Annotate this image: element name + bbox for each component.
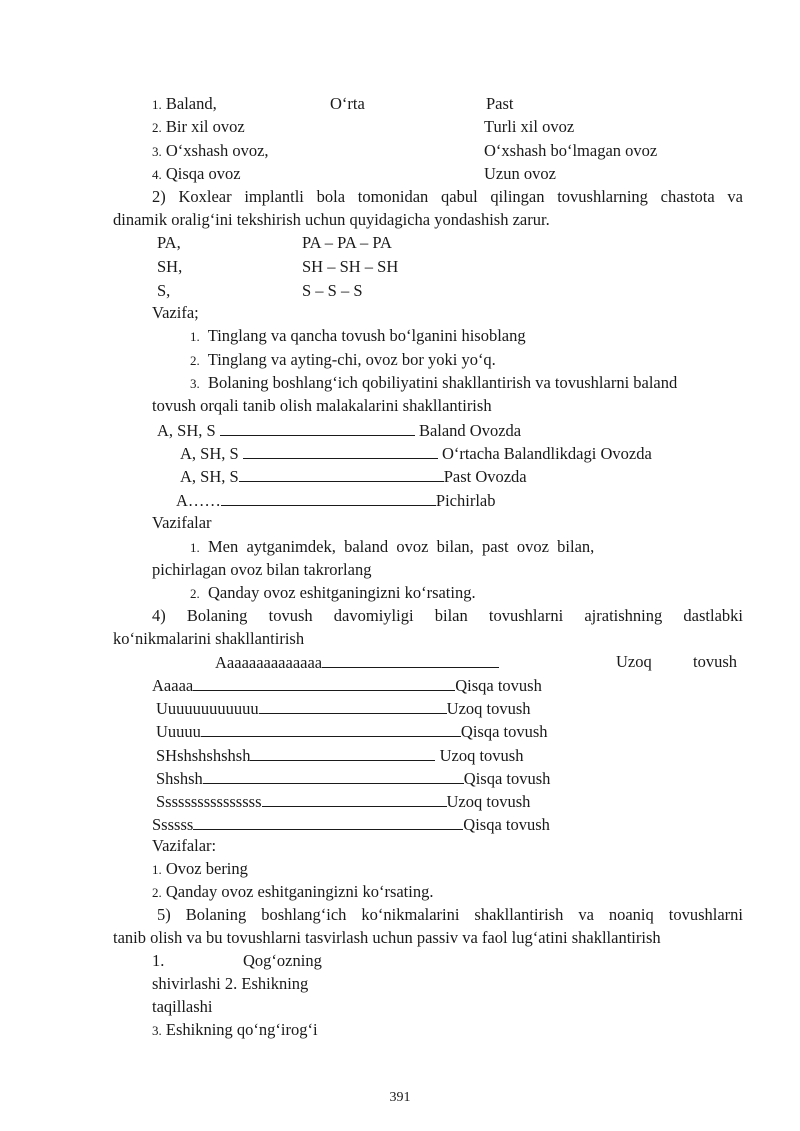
blank-line (221, 490, 436, 506)
syllable-single: SH, (157, 257, 183, 276)
list-item: 4. Qisqa ovoz (152, 164, 241, 183)
blank-line (250, 745, 435, 761)
task-item-continuation: pichirlagan ovoz bilan takrorlang (152, 560, 372, 579)
task-item: 3. Bolaning boshlang‘ich qobiliyatini shakllantirish va tovushlarni baland (190, 373, 678, 392)
section-2-paragraph-line: 2) Koxlear implantli bola tomonidan qabul qilingan tovushlarning chastota va (152, 187, 743, 206)
task-item: 2. Qanday ovoz eshitganingizni ko‘rsating. (152, 882, 434, 901)
exercise-row: Ssssss Qisqa tovush (152, 815, 550, 834)
sound-item: 3. Eshikning qo‘ng‘irog‘i (152, 1020, 318, 1039)
syllable-series: S – S – S (302, 281, 363, 300)
sound-item: shivirlashi 2. Eshikning (152, 974, 309, 993)
exercise-row: A, SH, S O‘rtacha Balandlikdagi Ovozda (180, 444, 652, 463)
section-4-paragraph-line: 4) Bolaning tovush davomiyligi bilan tovushlarni ajratishning dastlabki (152, 606, 743, 625)
list-item-right: Past (486, 94, 514, 113)
list-item-right: O‘xshash bo‘lmagan ovoz (484, 141, 658, 160)
blank-line (193, 675, 455, 691)
exercise-row-label: tovush (693, 652, 738, 671)
exercise-row: A, SH, S Baland Ovozda (157, 421, 522, 440)
sound-item-number: 1. (152, 951, 165, 970)
task-heading: Vazifalar (152, 513, 212, 532)
blank-line (239, 466, 444, 482)
page-number: 391 (389, 1090, 411, 1105)
exercise-row: Shshsh Qisqa tovush (156, 769, 551, 788)
exercise-row: Ssssssssssssssss Uzoq tovush (156, 792, 531, 811)
syllable-single: S, (157, 281, 171, 300)
task-item: 2. Tinglang va ayting-chi, ovoz bor yoki yo‘q. (190, 350, 496, 369)
blank-line (322, 652, 499, 668)
list-item: 2. Bir xil ovoz (152, 117, 245, 136)
sound-item: taqillashi (152, 997, 213, 1016)
task-item: 2. Qanday ovoz eshitganingizni ko‘rsating. (190, 583, 476, 602)
exercise-row-label: Uzoq (616, 652, 652, 671)
list-item: 3. O‘xshash ovoz, (152, 141, 269, 160)
exercise-row: A…… Pichirlab (176, 491, 496, 510)
blank-line (201, 721, 461, 737)
list-item-right: Uzun ovoz (484, 164, 556, 183)
exercise-row: Uuuuuuuuuuuu Uzoq tovush (156, 699, 531, 718)
blank-line (193, 814, 463, 830)
blank-line (262, 791, 447, 807)
task-item: 1. Ovoz bering (152, 859, 248, 878)
exercise-row: A, SH, S Past Ovozda (180, 467, 527, 486)
blank-line (203, 768, 464, 784)
task-heading: Vazifalar: (152, 836, 217, 855)
section-4-paragraph-line: ko‘nikmalarini shakllantirish (113, 629, 305, 648)
blank-line (243, 443, 438, 459)
section-5-paragraph-line: tanib olish va bu tovushlarni tasvirlash uchun passiv va faol lug‘atini shakllantirish (113, 928, 661, 947)
syllable-series: PA – PA – PA (302, 233, 392, 252)
task-item: 1. Men aytganimdek, baland ovoz bilan, past ovoz bilan, (190, 537, 595, 556)
task-item: 1. Tinglang va qancha tovush bo‘lganini hisoblang (190, 326, 526, 345)
section-2-paragraph-line: dinamik oralig‘ini tekshirish uchun quyidagicha yondashish zarur. (113, 210, 550, 229)
syllable-series: SH – SH – SH (302, 257, 399, 276)
task-heading: Vazifa; (152, 303, 199, 322)
syllable-single: PA, (157, 233, 181, 252)
list-item-middle: O‘rta (330, 94, 365, 113)
exercise-row: Aaaaaaaaaaaaaa (215, 652, 499, 673)
exercise-row: SHshshshshsh Uzoq tovush (156, 746, 524, 765)
exercise-row: Uuuuu Qisqa tovush (156, 722, 548, 741)
exercise-row: Aaaaa Qisqa tovush (152, 676, 542, 695)
section-5-paragraph-line: 5) Bolaning boshlang‘ich ko‘nikmalarini shakllantirish va noaniq tovushlarni (157, 905, 743, 924)
blank-line (259, 698, 447, 714)
list-item: 1. Baland, (152, 94, 217, 113)
list-item-right: Turli xil ovoz (484, 117, 575, 136)
blank-line (220, 420, 415, 436)
task-item-continuation: tovush orqali tanib olish malakalarini shakllantirish (152, 396, 492, 415)
sound-item: Qog‘ozning (243, 951, 322, 970)
